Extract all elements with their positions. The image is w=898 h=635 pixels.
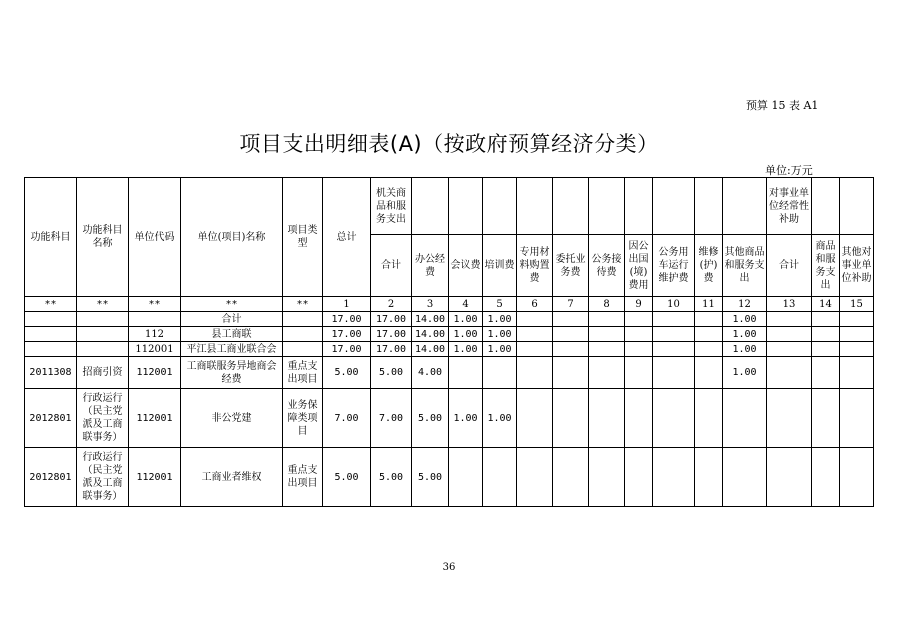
cell-meeting: 1.00	[449, 327, 483, 342]
header-total: 总计	[323, 178, 371, 297]
cell-func-code	[25, 342, 77, 357]
cell-other-gs	[723, 448, 767, 507]
marker-cell: 10	[653, 297, 695, 312]
cell-unit-code	[129, 312, 181, 327]
cell-total: 17.00	[323, 327, 371, 342]
header-subsidy-subtotal: 合计	[767, 235, 812, 297]
cell-other-gs: 1.00	[723, 357, 767, 389]
marker-cell: 5	[483, 297, 517, 312]
cell-func-name: 招商引资	[77, 357, 129, 389]
marker-cell: 14	[812, 297, 840, 312]
table-row	[25, 357, 874, 389]
marker-cell: 2	[371, 297, 412, 312]
marker-cell: 15	[840, 297, 874, 312]
marker-cell: 11	[695, 297, 723, 312]
cell-func-code: 2011308	[25, 357, 77, 389]
cell-other-gs: 1.00	[723, 312, 767, 327]
cell-unit-code: 112001	[129, 389, 181, 448]
cell-func-name	[77, 342, 129, 357]
page-number: 36	[442, 562, 456, 573]
marker-cell: **	[25, 297, 77, 312]
header-subsidy: 对事业单位经常性补助	[767, 178, 812, 235]
header-office: 办公经费	[412, 235, 449, 297]
header-materials: 专用材料购置费	[517, 235, 553, 297]
cell-training: 1.00	[483, 327, 517, 342]
cell-meeting: 1.00	[449, 342, 483, 357]
cell-func-name: 行政运行（民主党派及工商联事务）	[77, 389, 129, 448]
cell-meeting	[449, 448, 483, 507]
cell-office: 14.00	[412, 327, 449, 342]
header-vehicle: 公务用车运行维护费	[653, 235, 695, 297]
cell-project-type: 重点支出项目	[283, 357, 323, 389]
cell-unit-name: 工商联服务异地商会经费	[181, 357, 283, 389]
form-number: 预算 15 表 A1	[746, 99, 819, 112]
header-row-1	[25, 178, 874, 235]
header-goods-services: 机关商品和服务支出	[371, 178, 412, 235]
cell-func-name	[77, 312, 129, 327]
cell-meeting: 1.00	[449, 312, 483, 327]
header-project-type: 项目类型	[283, 178, 323, 297]
header-unit-code: 单位代码	[129, 178, 181, 297]
marker-cell: 6	[517, 297, 553, 312]
cell-unit-name: 非公党建	[181, 389, 283, 448]
cell-other-gs: 1.00	[723, 327, 767, 342]
cell-training: 1.00	[483, 342, 517, 357]
marker-cell: **	[77, 297, 129, 312]
cell-unit-code: 112001	[129, 342, 181, 357]
table-row	[25, 312, 874, 327]
cell-unit-code: 112001	[129, 448, 181, 507]
cell-gs-subtotal: 17.00	[371, 342, 412, 357]
table-row	[25, 342, 874, 357]
header-unit-name: 单位(项目)名称	[181, 178, 283, 297]
header-other-gs: 其他商品和服务支出	[723, 235, 767, 297]
header-abroad: 因公出国(境)费用	[625, 235, 653, 297]
cell-project-type: 业务保障类项目	[283, 389, 323, 448]
cell-total: 17.00	[323, 312, 371, 327]
marker-cell: 13	[767, 297, 812, 312]
expenditure-table	[24, 177, 874, 507]
cell-office: 14.00	[412, 342, 449, 357]
cell-training: 1.00	[483, 389, 517, 448]
cell-other-gs: 1.00	[723, 342, 767, 357]
marker-cell: 9	[625, 297, 653, 312]
cell-office: 5.00	[412, 389, 449, 448]
cell-func-code: 2012801	[25, 448, 77, 507]
header-training: 培训费	[483, 235, 517, 297]
cell-unit-name: 工商业者维权	[181, 448, 283, 507]
unit-label: 单位:万元	[765, 164, 813, 177]
cell-project-type: 重点支出项目	[283, 448, 323, 507]
header-subsidy-goods: 商品和服务支出	[812, 235, 840, 297]
cell-project-type	[283, 327, 323, 342]
cell-func-code	[25, 312, 77, 327]
cell-office: 4.00	[412, 357, 449, 389]
table-row	[25, 448, 874, 507]
marker-cell: **	[181, 297, 283, 312]
marker-cell: **	[283, 297, 323, 312]
table-row	[25, 389, 874, 448]
cell-unit-name: 合计	[181, 312, 283, 327]
cell-gs-subtotal: 7.00	[371, 389, 412, 448]
marker-row	[25, 297, 874, 312]
cell-func-name	[77, 327, 129, 342]
cell-gs-subtotal: 17.00	[371, 327, 412, 342]
cell-unit-code: 112	[129, 327, 181, 342]
cell-office: 14.00	[412, 312, 449, 327]
marker-cell: 4	[449, 297, 483, 312]
cell-unit-name: 平江县工商业联合会	[181, 342, 283, 357]
marker-cell: 12	[723, 297, 767, 312]
cell-total: 5.00	[323, 357, 371, 389]
cell-gs-subtotal: 5.00	[371, 357, 412, 389]
header-subsidy-other: 其他对事业单位补助	[840, 235, 874, 297]
marker-cell: 1	[323, 297, 371, 312]
cell-unit-code: 112001	[129, 357, 181, 389]
header-repair: 维修(护)费	[695, 235, 723, 297]
cell-other-gs	[723, 389, 767, 448]
cell-gs-subtotal: 5.00	[371, 448, 412, 507]
header-gs-subtotal: 合计	[371, 235, 412, 297]
cell-unit-name: 县工商联	[181, 327, 283, 342]
table-row	[25, 327, 874, 342]
cell-total: 7.00	[323, 389, 371, 448]
header-func-name: 功能科目名称	[77, 178, 129, 297]
header-reception: 公务接待费	[589, 235, 625, 297]
cell-total: 5.00	[323, 448, 371, 507]
cell-training	[483, 448, 517, 507]
marker-cell: 7	[553, 297, 589, 312]
cell-training	[483, 357, 517, 389]
cell-func-code	[25, 327, 77, 342]
marker-cell: **	[129, 297, 181, 312]
header-meeting: 会议费	[449, 235, 483, 297]
cell-project-type	[283, 312, 323, 327]
marker-cell: 8	[589, 297, 625, 312]
cell-gs-subtotal: 17.00	[371, 312, 412, 327]
cell-project-type	[283, 342, 323, 357]
cell-meeting	[449, 357, 483, 389]
cell-func-name: 行政运行（民主党派及工商联事务）	[77, 448, 129, 507]
cell-meeting: 1.00	[449, 389, 483, 448]
cell-training: 1.00	[483, 312, 517, 327]
cell-office: 5.00	[412, 448, 449, 507]
header-entrusted: 委托业务费	[553, 235, 589, 297]
cell-total: 17.00	[323, 342, 371, 357]
cell-func-code: 2012801	[25, 389, 77, 448]
page-title: 项目支出明细表(A)（按政府预算经济分类）	[239, 132, 659, 156]
marker-cell: 3	[412, 297, 449, 312]
header-func-code: 功能科目	[25, 178, 77, 297]
